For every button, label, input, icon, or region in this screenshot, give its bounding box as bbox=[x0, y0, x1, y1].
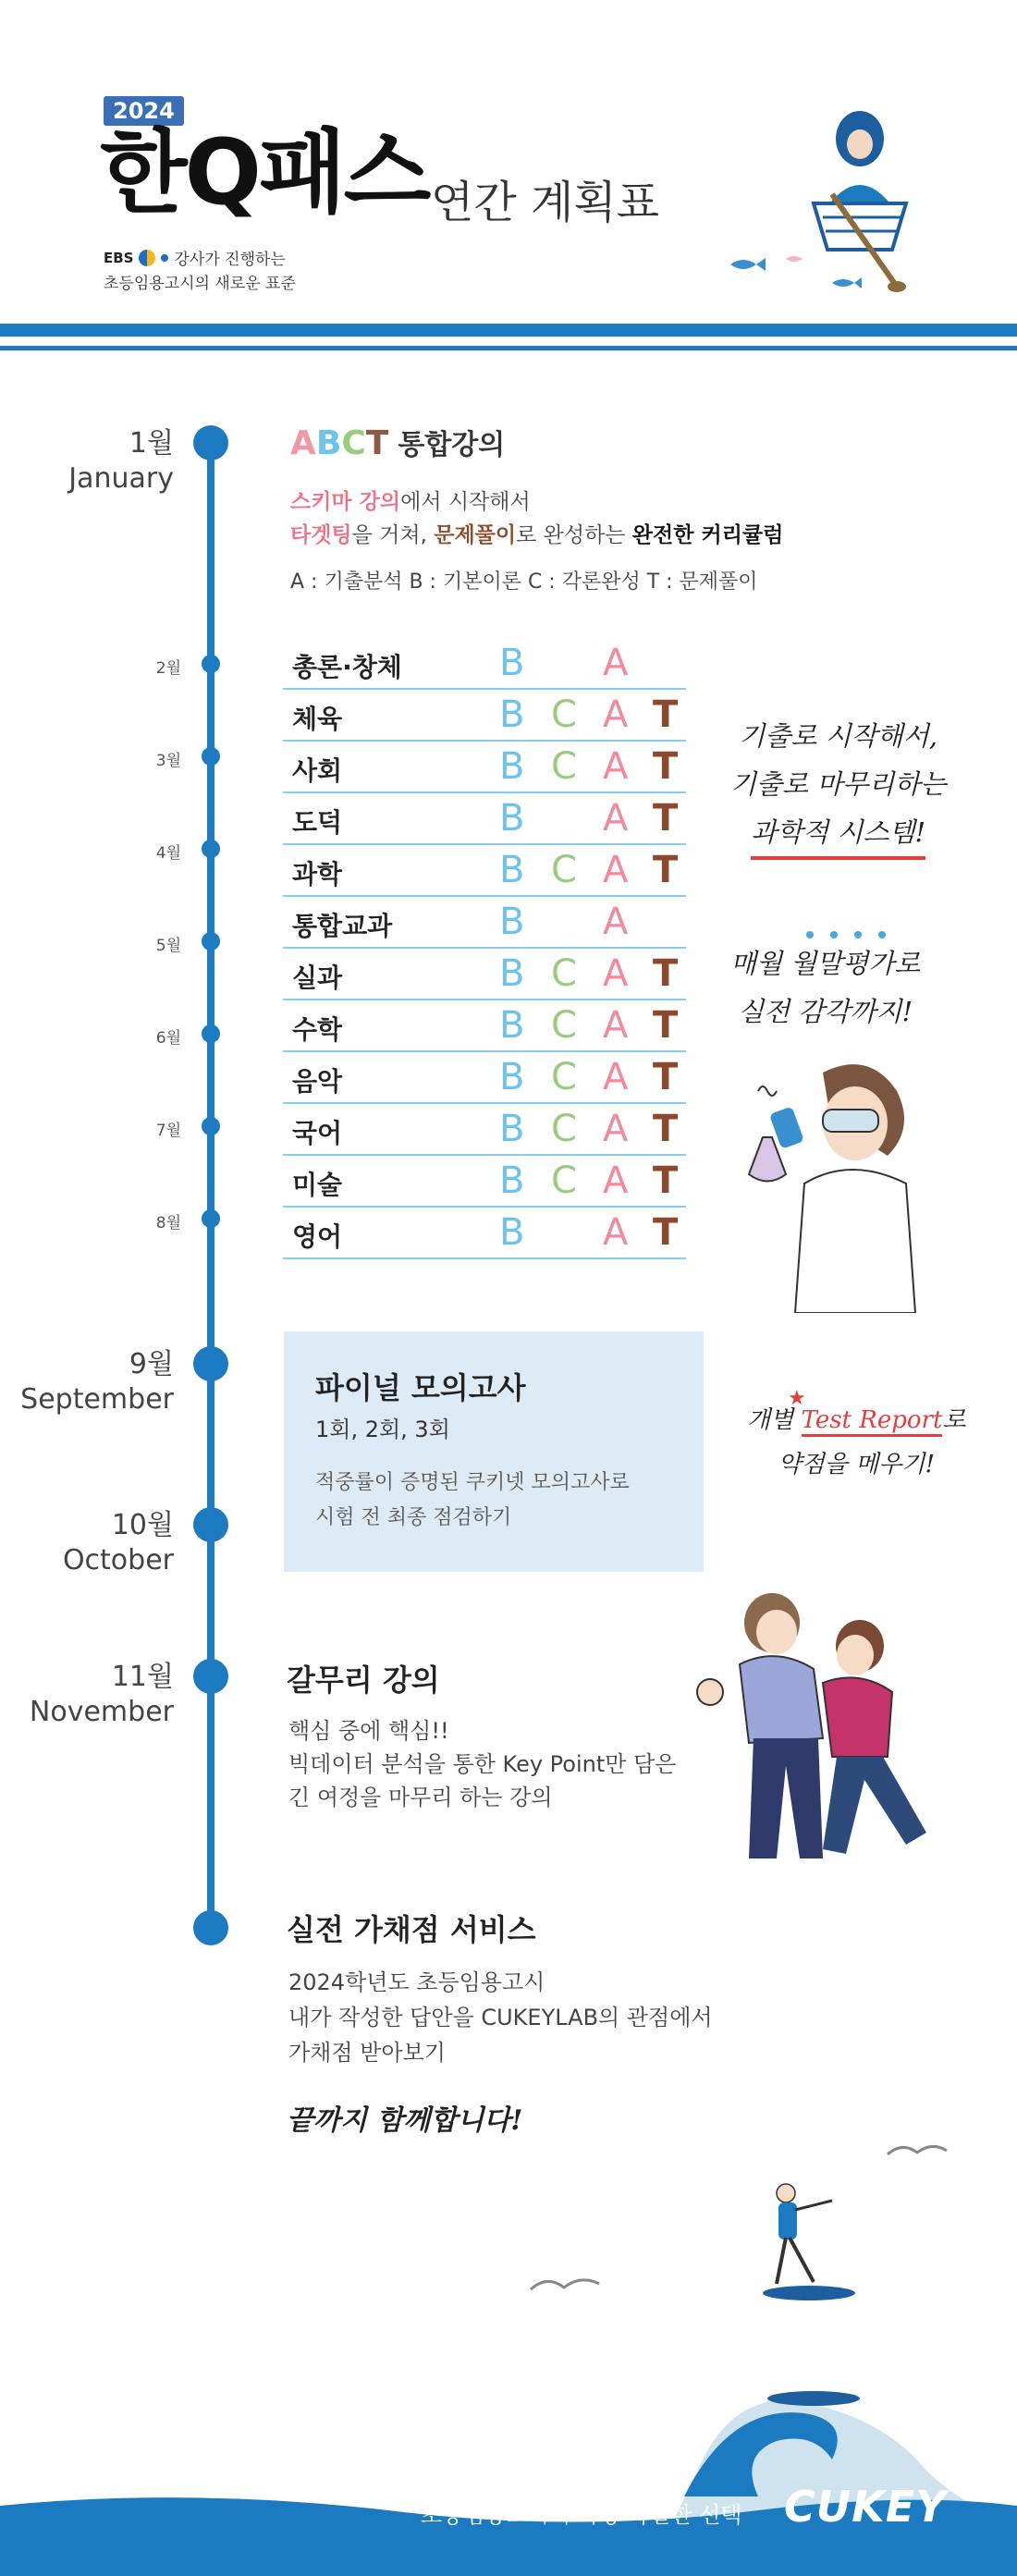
subject-row bbox=[283, 1052, 686, 1104]
boat-fisher-illustration bbox=[721, 102, 962, 296]
mark-b: B bbox=[499, 1159, 525, 1202]
abct-letter-c: C bbox=[341, 424, 366, 462]
timeline-dot-may bbox=[202, 932, 220, 951]
mark-a: A bbox=[603, 1159, 629, 1202]
mark-c: C bbox=[551, 1056, 577, 1098]
mark-b: B bbox=[499, 952, 525, 995]
subject-row bbox=[283, 742, 686, 793]
abct-title bbox=[290, 422, 505, 462]
grading-desc2: 내가 작성한 답안을 CUKEYLAB의 관점에서 bbox=[288, 2005, 713, 2030]
grading-title: 실전 가채점 서비스 bbox=[287, 1912, 536, 1947]
mark-t: T bbox=[653, 1056, 679, 1098]
problem-solving-highlight: 문제풀이 bbox=[434, 523, 517, 547]
abct-legend: A : 기출분석 B : 기본이론 C : 각론완성 T : 문제풀이 bbox=[290, 570, 758, 594]
surfer-illustration bbox=[758, 2182, 869, 2312]
subject-name: 실과 bbox=[292, 963, 343, 993]
timeline-dot-end bbox=[193, 1910, 228, 1945]
abct-desc-line1 bbox=[290, 485, 531, 515]
mark-t: T bbox=[653, 1159, 679, 1202]
abct-desc-text: 을 거쳐, bbox=[351, 523, 435, 547]
month-oct: 10월 bbox=[111, 1509, 174, 1541]
mark-c: C bbox=[551, 745, 577, 788]
month-feb: 2월 bbox=[155, 659, 181, 678]
wrapup-desc3: 긴 여정을 마무리 하는 강의 bbox=[288, 1785, 553, 1810]
subject-table bbox=[283, 638, 686, 1259]
timeline-dot-nov bbox=[193, 1659, 228, 1694]
header-divider-thick bbox=[0, 324, 1017, 337]
timeline-dot-jan bbox=[193, 425, 228, 460]
mark-a: A bbox=[603, 901, 629, 943]
wrapup-title: 갈무리 강의 bbox=[287, 1662, 440, 1698]
mark-a: A bbox=[603, 1211, 629, 1254]
month-jul: 7월 bbox=[155, 1122, 181, 1140]
footer-wave bbox=[0, 2349, 1017, 2576]
footer-logo: CUKEY bbox=[784, 2482, 948, 2532]
note-monthly bbox=[730, 939, 920, 1036]
note-line-underlined: 과학적 시스템! bbox=[751, 808, 925, 860]
mark-a: A bbox=[603, 952, 629, 995]
mark-c: C bbox=[551, 1159, 577, 1202]
targeting-highlight: 타겟팅 bbox=[290, 523, 352, 547]
bird-icon bbox=[529, 2271, 603, 2299]
subject-row bbox=[283, 1208, 686, 1259]
grading-desc3: 가채점 받아보기 bbox=[288, 2040, 446, 2066]
mark-b: B bbox=[499, 745, 525, 788]
month-sep: 9월 bbox=[129, 1348, 174, 1380]
mark-b: B bbox=[499, 901, 525, 943]
ebs-logo-dot-icon bbox=[161, 254, 168, 262]
subject-name: 미술 bbox=[292, 1170, 343, 1200]
subject-row bbox=[283, 949, 686, 1000]
abct-letter-b: B bbox=[315, 424, 342, 462]
final-mock-title: 파이널 모의고사 bbox=[315, 1370, 526, 1405]
month-apr: 4월 bbox=[155, 844, 181, 863]
abct-desc-text: 에서 시작해서 bbox=[400, 490, 531, 514]
subject-name: 도덕 bbox=[292, 807, 343, 838]
schema-highlight: 스키마 강의 bbox=[290, 490, 401, 514]
month-jan: 1월 bbox=[129, 427, 174, 460]
mark-a: A bbox=[603, 797, 629, 840]
mark-c: C bbox=[551, 1004, 577, 1047]
subject-name: 수학 bbox=[292, 1014, 343, 1045]
ebs-logo: EBS bbox=[104, 249, 134, 266]
timeline-dot-jul bbox=[202, 1117, 220, 1135]
subject-name: 체육 bbox=[292, 704, 343, 734]
timeline-dot-oct bbox=[193, 1507, 228, 1542]
mark-a: A bbox=[603, 693, 629, 736]
month-may: 5월 bbox=[155, 937, 181, 955]
timeline-dot-jun bbox=[202, 1024, 220, 1043]
final-mock-card bbox=[284, 1331, 704, 1572]
mark-b: B bbox=[499, 1004, 525, 1047]
mark-a: A bbox=[603, 849, 629, 891]
month-oct-en: October bbox=[62, 1544, 174, 1576]
ebs-logo-icon bbox=[139, 250, 155, 266]
plan-subtitle: 연간 계획표 bbox=[431, 177, 660, 228]
mark-t: T bbox=[653, 1004, 679, 1047]
subject-row bbox=[283, 845, 686, 897]
mark-a: A bbox=[603, 642, 629, 684]
timeline-dot-feb bbox=[202, 655, 220, 673]
grading-desc1: 2024학년도 초등임용고시 bbox=[288, 1969, 545, 1995]
mark-t: T bbox=[653, 797, 679, 840]
abct-title-rest: 통합강의 bbox=[398, 429, 506, 461]
mark-a: A bbox=[603, 1004, 629, 1047]
star-icon: ★ bbox=[788, 1387, 806, 1410]
subject-row bbox=[283, 1000, 686, 1052]
subject-name: 국어 bbox=[292, 1118, 343, 1148]
closing-message: 끝까지 함께합니다! bbox=[287, 2104, 523, 2137]
mark-t: T bbox=[653, 849, 679, 891]
mark-c: C bbox=[551, 952, 577, 995]
subject-row bbox=[283, 793, 686, 845]
timeline-dot-apr bbox=[202, 840, 220, 858]
abct-letter-t: T bbox=[365, 424, 389, 462]
abct-letter-a: A bbox=[290, 424, 316, 462]
mark-a: A bbox=[603, 1108, 629, 1150]
mark-a: A bbox=[603, 1056, 629, 1098]
wrapup-desc2: 빅데이터 분석을 통한 Key Point만 담은 bbox=[288, 1751, 677, 1777]
note-text: 개별 bbox=[747, 1406, 802, 1434]
note-line: 실전 감각까지! bbox=[738, 996, 913, 1027]
mark-b: B bbox=[499, 797, 525, 840]
brand-title: 한Q패스 bbox=[100, 120, 429, 226]
note-line: 매월 월말평가로 bbox=[730, 948, 921, 979]
note-line: 기출로 시작해서, bbox=[739, 720, 937, 752]
subject-row bbox=[283, 638, 686, 690]
emphasis-dots bbox=[803, 930, 895, 939]
mark-t: T bbox=[653, 952, 679, 995]
mark-t: T bbox=[653, 693, 679, 736]
mark-b: B bbox=[499, 1108, 525, 1150]
mark-b: B bbox=[499, 1211, 525, 1254]
final-mock-desc2: 시험 전 최종 점검하기 bbox=[315, 1506, 512, 1529]
month-nov-en: November bbox=[29, 1696, 174, 1728]
mark-c: C bbox=[551, 849, 577, 891]
month-mar: 3월 bbox=[155, 752, 181, 770]
subject-row bbox=[283, 1156, 686, 1208]
header-divider-thin bbox=[0, 346, 1017, 350]
subject-name: 영어 bbox=[292, 1221, 343, 1252]
test-report-highlight: Test Report bbox=[802, 1406, 943, 1437]
note-line bbox=[747, 1398, 966, 1442]
mark-b: B bbox=[499, 693, 525, 736]
subject-row bbox=[283, 897, 686, 949]
abct-desc-text: 로 완성하는 bbox=[516, 523, 632, 547]
ebs-line bbox=[104, 246, 286, 269]
footer-tagline: 초등임용고시의 가장 확실한 선택 bbox=[421, 2502, 742, 2528]
bird-icon bbox=[886, 2138, 950, 2165]
wrapup-desc1: 핵심 중에 핵심!! bbox=[288, 1718, 449, 1744]
mark-t: T bbox=[653, 1108, 679, 1150]
month-aug: 8월 bbox=[155, 1214, 181, 1233]
timeline-dot-aug bbox=[202, 1209, 220, 1228]
note-report bbox=[747, 1398, 966, 1487]
curriculum-highlight: 완전한 커리큘럼 bbox=[631, 523, 784, 547]
ebs-text: 강사가 진행하는 bbox=[174, 251, 286, 269]
subject-name: 음악 bbox=[292, 1066, 343, 1097]
mark-b: B bbox=[499, 849, 525, 891]
year-badge: 2024 bbox=[104, 96, 184, 126]
month-jan-en: January bbox=[68, 462, 174, 495]
scientist-illustration bbox=[730, 1054, 934, 1313]
note-text: 로 bbox=[942, 1406, 966, 1434]
subject-name: 사회 bbox=[292, 755, 343, 786]
month-jun: 6월 bbox=[155, 1029, 181, 1048]
subject-name: 과학 bbox=[292, 859, 343, 889]
mark-t: T bbox=[653, 1211, 679, 1254]
timeline-dot-mar bbox=[202, 747, 220, 766]
walking-people-illustration bbox=[684, 1581, 952, 1895]
timeline-dot-sep bbox=[193, 1346, 228, 1381]
subject-name: 총론·창체 bbox=[292, 652, 402, 682]
subject-row bbox=[283, 690, 686, 742]
month-nov: 11월 bbox=[111, 1661, 174, 1693]
month-sep-en: September bbox=[20, 1383, 174, 1416]
note-line: 기출로 마무리하는 bbox=[730, 768, 947, 800]
mark-b: B bbox=[499, 1056, 525, 1098]
note-system bbox=[730, 712, 946, 860]
tagline: 초등임용고시의 새로운 표준 bbox=[104, 275, 296, 293]
final-mock-desc1: 적중률이 증명된 쿠키넷 모의고사로 bbox=[315, 1471, 630, 1494]
subject-row bbox=[283, 1104, 686, 1156]
abct-desc-line2 bbox=[290, 518, 783, 548]
final-mock-rounds: 1회, 2회, 3회 bbox=[315, 1417, 450, 1442]
mark-c: C bbox=[551, 693, 577, 736]
note-line: 약점을 메우기! bbox=[778, 1451, 935, 1478]
mark-a: A bbox=[603, 745, 629, 788]
mark-b: B bbox=[499, 642, 525, 684]
mark-t: T bbox=[653, 745, 679, 788]
subject-name: 통합교과 bbox=[292, 911, 393, 941]
mark-c: C bbox=[551, 1108, 577, 1150]
